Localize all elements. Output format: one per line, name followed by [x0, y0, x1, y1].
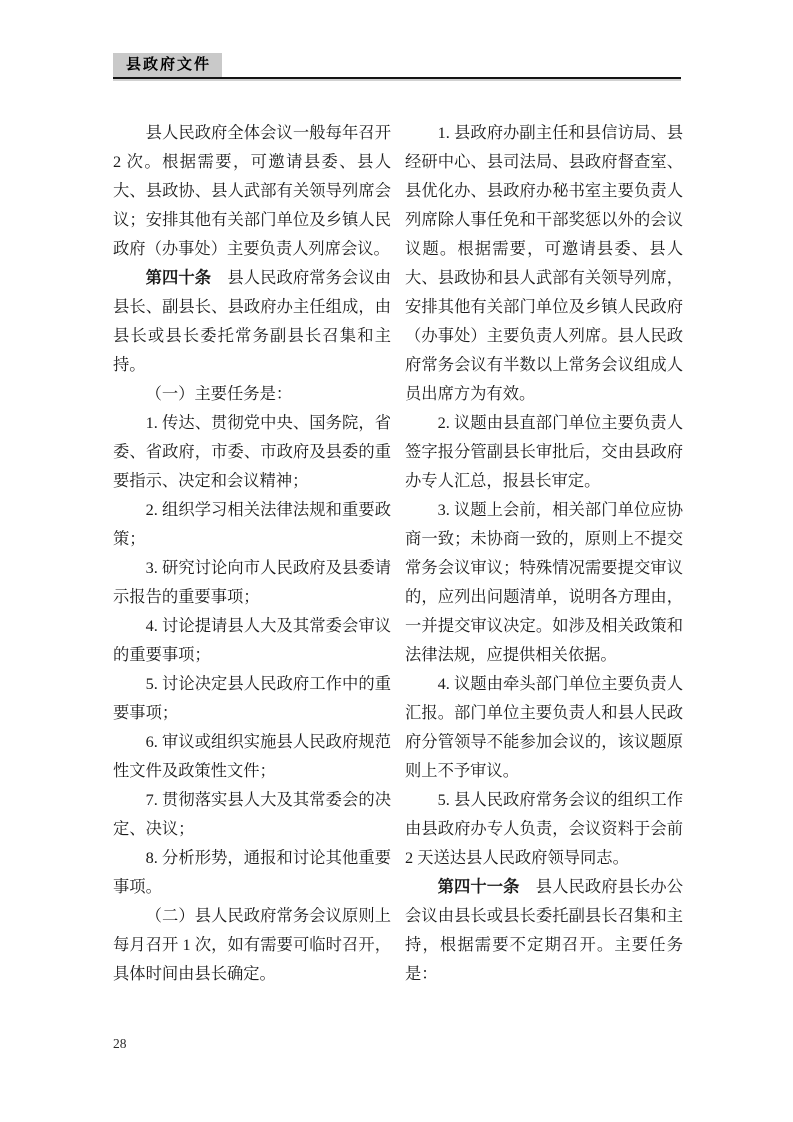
paragraph: 4. 议题由牵头部门单位主要负责人汇报。部门单位主要负责人和县人民政府分管领导不能参加会议的，该议题原则上不予审议。: [405, 674, 683, 780]
left-column: [113, 118, 391, 988]
paragraph: 2. 组织学习相关法律法规和重要政策；: [113, 500, 391, 548]
page-header: [113, 53, 681, 79]
paragraph: 4. 讨论提请县人大及其常委会审议的重要事项；: [113, 616, 391, 664]
paragraph: 1. 传达、贯彻党中央、国务院，省委、省政府，市委、市政府及县委的重要指示、决定和会议精神；: [113, 413, 391, 490]
paragraph: 7. 贯彻落实县人大及其常委会的决定、决议；: [113, 790, 391, 838]
paragraph: 6. 审议或组织实施县人民政府规范性文件及政策性文件；: [113, 732, 391, 780]
paragraph: 3. 议题上会前，相关部门单位应协商一致；未协商一致的，原则上不提交常务会议审议；特殊情况需要提交审议的，应列出问题清单，说明各方理由，一并提交审议决定。如涉及相关政策和法律法规，应提供相关依据。: [405, 500, 683, 664]
paragraph: （一）主要任务是：: [145, 384, 293, 403]
page-number: 28: [113, 1036, 127, 1051]
paragraph: 5. 讨论决定县人民政府工作中的重要事项；: [113, 674, 391, 722]
header-banner-label: 县政府文件: [113, 53, 222, 77]
article-number: 第四十一条: [437, 877, 520, 896]
article-number: 第四十条: [145, 268, 212, 287]
document-body: [113, 118, 683, 988]
paragraph: （二）县人民政府常务会议原则上每月召开 1 次，如有需要可临时召开，具体时间由县长确定。: [113, 906, 391, 983]
paragraph: 第四十条 县人民政府常务会议由县长、副县长、县政府办主任组成，由县长或县长委托常务副县长召集和主持。: [113, 268, 391, 374]
paragraph: 第四十一条 县人民政府县长办公会议由县长或县长委托副县长召集和主持，根据需要不定期召开。主要任务是：: [405, 877, 683, 983]
right-column: [405, 118, 683, 988]
paragraph: 县人民政府全体会议一般每年召开 2 次。根据需要，可邀请县委、县人大、县政协、县人武部有关领导列席会议；安排其他有关部门单位及乡镇人民政府（办事处）主要负责人列席会议。: [113, 123, 391, 258]
paragraph: 5. 县人民政府常务会议的组织工作由县政府办专人负责，会议资料于会前 2 天送达县人民政府领导同志。: [405, 790, 683, 867]
header-rule: [113, 77, 681, 79]
paragraph: 8. 分析形势，通报和讨论其他重要事项。: [113, 848, 391, 896]
paragraph: 3. 研究讨论向市人民政府及县委请示报告的重要事项；: [113, 558, 391, 606]
paragraph: 2. 议题由县直部门单位主要负责人签字报分管副县长审批后，交由县政府办专人汇总，报县长审定。: [405, 413, 683, 490]
paragraph: 1. 县政府办副主任和县信访局、县经研中心、县司法局、县政府督查室、县优化办、县政府办秘书室主要负责人列席除人事任免和干部奖惩以外的会议议题。根据需要，可邀请县委、县人大、县政协和县人武部有关领导列席，安排其他有关部门单位及乡镇人民政府（办事处）主要负责人列席。县人民政府常务会议有半数以上常务会议组成人员出席方为有效。: [405, 123, 683, 403]
